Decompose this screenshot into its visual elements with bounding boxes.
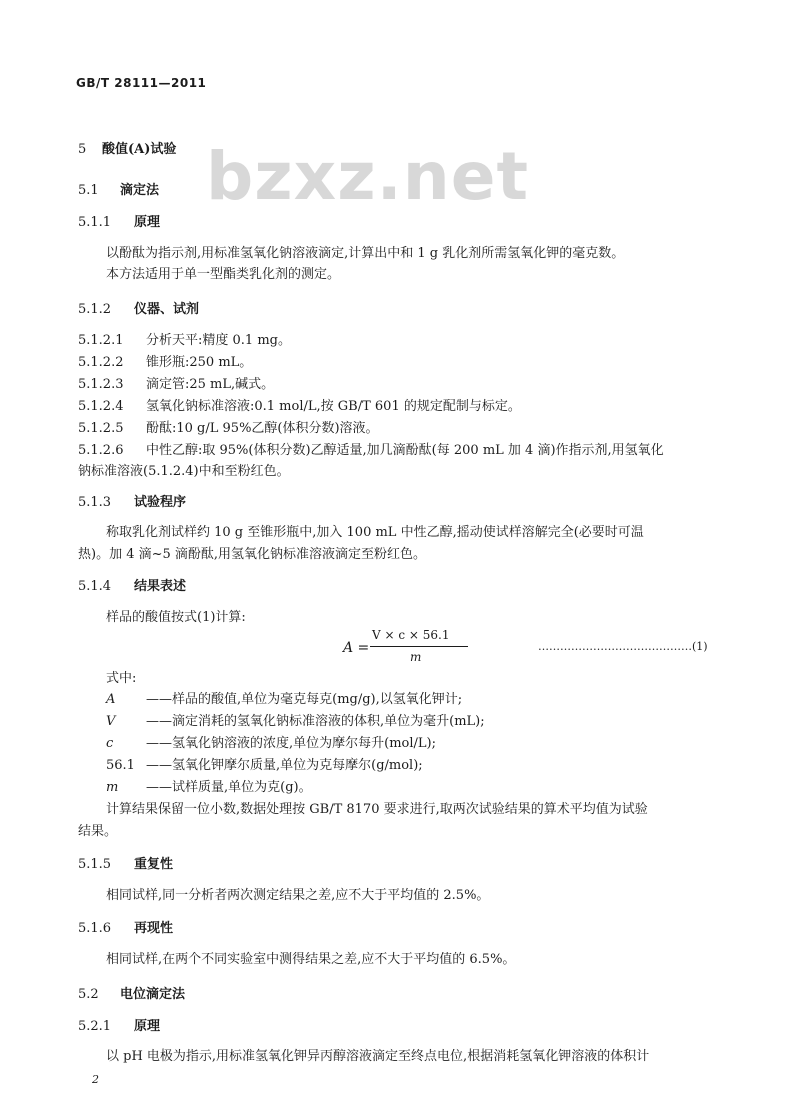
formula-denominator: m <box>410 650 422 664</box>
heading-number: 5.1.2 <box>78 302 112 317</box>
heading-title: 结果表述 <box>134 579 187 594</box>
heading-title: 电位滴定法 <box>120 987 186 1002</box>
fraction-bar <box>370 646 468 647</box>
heading-title: 试验程序 <box>134 495 187 510</box>
item-text: 中性乙醇:取 95%(体积分数)乙醇适量,加几滴酚酞(每 200 mL 加 4 滴)作指示剂,用氢氧化 <box>146 443 664 458</box>
heading-5-1-4 <box>78 575 186 594</box>
heading-number: 5.1.5 <box>78 857 112 872</box>
definition-text: ——氢氧化钠溶液的浓度,单位为摩尔每升(mol/L); <box>146 736 436 751</box>
heading-number: 5.2.1 <box>78 1019 112 1034</box>
paragraph: 热)。加 4 滴~5 滴酚酞,用氢氧化钠标准溶液滴定至粉红色。 <box>78 547 427 562</box>
heading-number: 5.1.6 <box>78 921 112 936</box>
formula-lhs: A = <box>343 640 370 656</box>
definition-symbol: A <box>106 692 116 707</box>
definition-symbol: 56.1 <box>106 758 135 773</box>
heading-number: 5.1.3 <box>78 495 112 510</box>
formula-numerator: V × c × 56.1 <box>372 628 450 642</box>
paragraph: 以酚酞为指示剂,用标准氢氧化钠溶液滴定,计算出中和 1 g 乳化剂所需氢氧化钾的毫克数。 <box>106 246 625 261</box>
item-text: 滴定管:25 mL,碱式。 <box>146 377 275 392</box>
definition-symbol: c <box>106 736 114 751</box>
paragraph: 结果。 <box>78 824 118 839</box>
heading-5-1-5 <box>78 853 173 872</box>
heading-title: 原理 <box>134 1019 161 1034</box>
page-number: 2 <box>92 1073 99 1086</box>
definition-symbol: V <box>106 714 116 729</box>
paragraph: 相同试样,在两个不同实验室中测得结果之差,应不大于平均值的 6.5%。 <box>106 952 516 967</box>
list-item <box>78 352 252 373</box>
item-number: 5.1.2.4 <box>78 399 124 414</box>
definition-row <box>106 733 436 754</box>
paragraph: 相同试样,同一分析者两次测定结果之差,应不大于平均值的 2.5%。 <box>106 888 490 903</box>
item-number: 5.1.2.1 <box>78 333 124 348</box>
paragraph: 本方法适用于单一型酯类乳化剂的测定。 <box>106 267 341 282</box>
definition-symbol: m <box>106 780 119 795</box>
item-number: 5.1.2.5 <box>78 421 124 436</box>
heading-5-1-6 <box>78 917 173 936</box>
item-text: 氢氧化钠标准溶液:0.1 mol/L,按 GB/T 601 的规定配制与标定。 <box>146 399 521 414</box>
heading-5-2-1 <box>78 1015 160 1034</box>
watermark: bzxz.net <box>206 138 530 215</box>
item-number: 5.1.2.2 <box>78 355 124 370</box>
heading-number: 5.2 <box>78 987 99 1002</box>
list-item <box>78 374 274 395</box>
heading-5-1-1 <box>78 211 160 230</box>
heading-5-1 <box>78 179 159 198</box>
heading-5-2 <box>78 983 185 1002</box>
heading-number: 5.1 <box>78 183 99 198</box>
heading-number: 5.1.4 <box>78 579 112 594</box>
formula-number: ……………………………………(1) <box>538 640 708 653</box>
definition-row <box>106 755 423 776</box>
heading-number: 5.1.1 <box>78 215 112 230</box>
item-text: 分析天平:精度 0.1 mg。 <box>146 333 291 348</box>
heading-number: 5 <box>78 142 87 157</box>
item-number: 5.1.2.6 <box>78 443 124 458</box>
item-number: 5.1.2.3 <box>78 377 124 392</box>
heading-5-1-2 <box>78 298 199 317</box>
definition-row <box>106 711 485 732</box>
paragraph: 样品的酸值按式(1)计算: <box>106 610 246 625</box>
heading-title: 滴定法 <box>120 183 160 198</box>
paragraph: 以 pH 电极为指示,用标准氢氧化钾异丙醇溶液滴定至终点电位,根据消耗氢氧化钾溶液的体积计 <box>106 1049 650 1064</box>
heading-title: 原理 <box>134 215 161 230</box>
item-text: 酚酞:10 g/L 95%乙醇(体积分数)溶液。 <box>146 421 379 436</box>
item-text: 锥形瓶:250 mL。 <box>146 355 253 370</box>
definition-row <box>106 777 312 798</box>
where-label: 式中: <box>106 671 137 686</box>
paragraph: 称取乳化剂试样约 10 g 至锥形瓶中,加入 100 mL 中性乙醇,摇动使试样溶解完全(必要时可温 <box>106 525 644 540</box>
heading-5-1-3 <box>78 491 186 510</box>
definition-text: ——滴定消耗的氢氧化钠标准溶液的体积,单位为毫升(mL); <box>146 714 485 729</box>
definition-row <box>106 689 462 710</box>
definition-text: ——试样质量,单位为克(g)。 <box>146 780 312 795</box>
definition-text: ——样品的酸值,单位为毫克每克(mg/g),以氢氧化钾计; <box>146 692 463 707</box>
list-item <box>78 330 291 351</box>
list-item <box>78 396 521 417</box>
standard-number: GB/T 28111—2011 <box>76 76 207 90</box>
list-item-continuation: 钠标准溶液(5.1.2.4)中和至粉红色。 <box>78 464 290 479</box>
list-item <box>78 440 664 461</box>
heading-title: 重复性 <box>134 857 174 872</box>
paragraph: 计算结果保留一位小数,数据处理按 GB/T 8170 要求进行,取两次试验结果的算术平均值为试验 <box>106 802 648 817</box>
heading-title: 酸值(A)试验 <box>102 142 177 157</box>
definition-text: ——氢氧化钾摩尔质量,单位为克每摩尔(g/mol); <box>146 758 423 773</box>
heading-5 <box>78 138 176 157</box>
heading-title: 再现性 <box>134 921 174 936</box>
heading-title: 仪器、试剂 <box>134 302 200 317</box>
list-item <box>78 418 379 439</box>
